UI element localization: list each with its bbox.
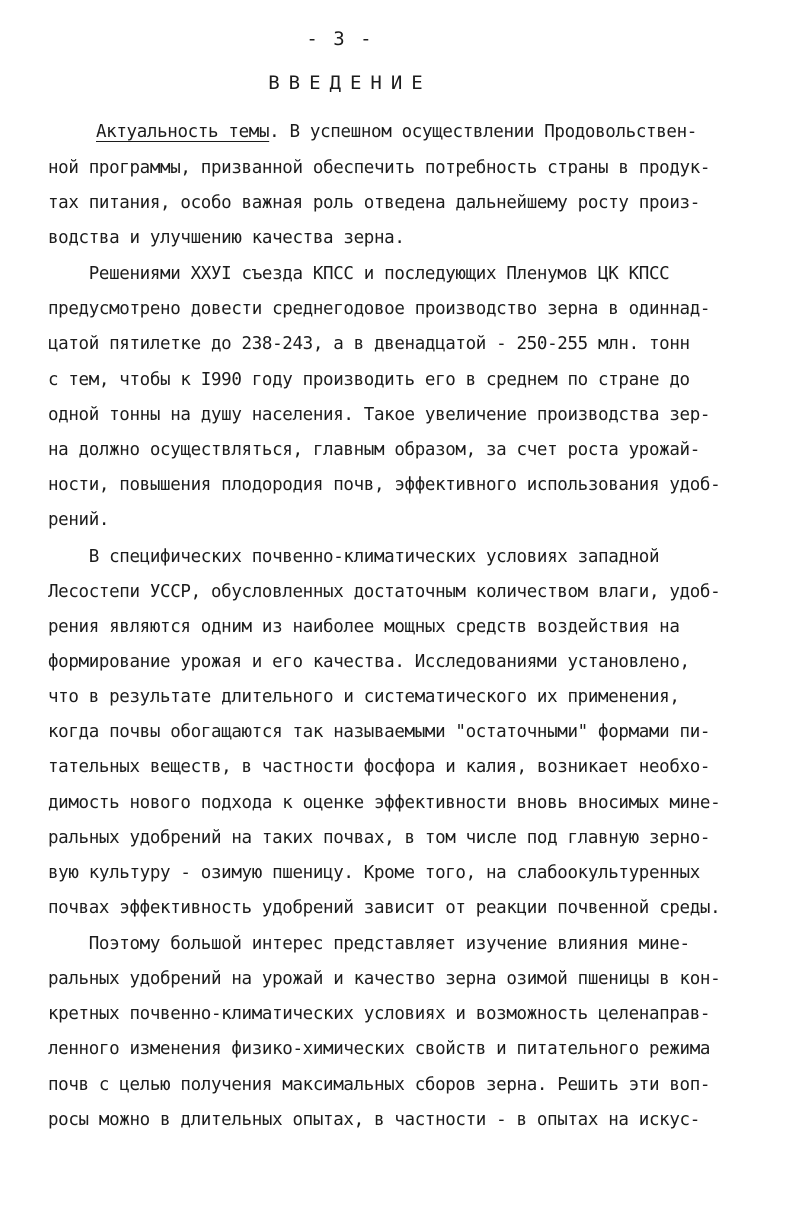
text-line: В специфических почвенно-климатических условиях западной [48,547,660,567]
text-line: водства и улучшению качества зерна. [48,228,405,248]
text-line: рения являются одним из наиболее мощных средств воздействия на [48,617,680,637]
text-line: что в результате длительного и систематического их применения, [48,687,680,707]
text-line: почв с целью получения максимальных сборов зерна. Решить эти воп- [48,1075,711,1095]
text-line: когда почвы обогащаются так называемыми "остаточными" формами пи- [48,722,711,742]
text-line: на должно осуществляться, главным образом, за счет роста урожай- [48,440,700,460]
section-heading: ВВЕДЕНИЕ [268,72,432,94]
text-line: ности, повышения плодородия почв, эффективного использования удоб- [48,475,721,495]
text-line [48,120,697,144]
text-line: Решениями ХХУI съезда КПСС и последующих Пленумов ЦК КПСС [48,264,670,284]
text-line: с тем, чтобы к I990 году производить его в среднем по стране до [48,370,690,390]
text-line: тательных веществ, в частности фосфора и калия, возникает необхо- [48,757,711,777]
text-line: вую культуру - озимую пшеницу. Кроме того, на слабоокультуренных [48,863,700,883]
text-line: димость нового подхода к оценке эффективности вновь вносимых мине- [48,793,721,813]
page-number: - 3 - [306,28,374,50]
text-line: цатой пятилетке до 238-243, а в двенадцатой - 250-255 млн. тонн [48,334,690,354]
text-fragment: . В успешном осуществлении Продовольствен- [269,122,697,142]
underlined-phrase: Актуальность темы [96,122,270,142]
text-line: предусмотрено довести среднегодовое производство зерна в одиннад- [48,299,711,319]
text-line: росы можно в длительных опытах, в частности - в опытах на искус- [48,1110,700,1130]
text-line: ной программы, призванной обеспечить потребность страны в продук- [48,158,711,178]
text-line: одной тонны на душу населения. Такое увеличение производства зер- [48,405,711,425]
text-line: рений. [48,510,110,530]
text-line: кретных почвенно-климатических условиях и возможность целенаправ- [48,1004,711,1024]
text-line: ленного изменения физико-химических свойств и питательного режима [48,1039,711,1059]
text-line: ральных удобрений на таких почвах, в том числе под главную зерно- [48,828,711,848]
text-line: тах питания, особо важная роль отведена дальнейшему росту произ- [48,193,700,213]
text-line: формирование урожая и его качества. Исследованиями установлено, [48,652,690,672]
text-line: почвах эффективность удобрений зависит от реакции почвенной среды. [48,898,721,918]
text-line: Лесостепи УССР, обусловленных достаточным количеством влаги, удоб- [48,582,721,602]
text-line: ральных удобрений на урожай и качество зерна озимой пшеницы в кон- [48,969,721,989]
text-line: Поэтому большой интерес представляет изучение влияния мине- [48,934,690,954]
